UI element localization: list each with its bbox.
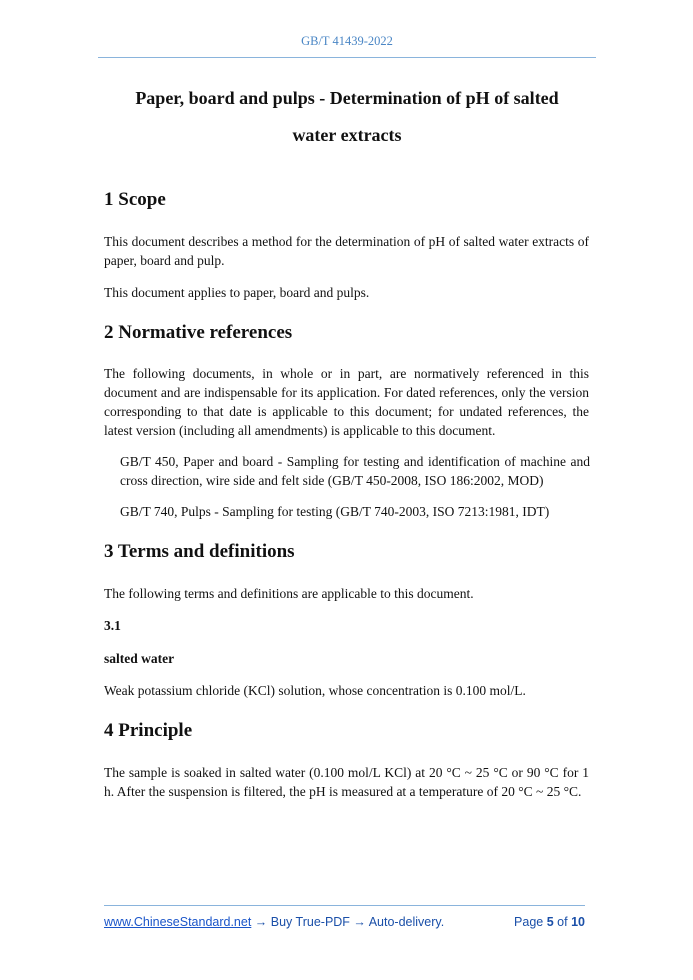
- title-line-2: water extracts: [292, 125, 402, 145]
- scope-paragraph-1: This document describes a method for the determination of pH of salted water extracts of paper, board and pulp.: [104, 234, 589, 268]
- reference-gbt-450: GB/T 450, Paper and board - Sampling for testing and identification of machine and cross direction, wire side and felt side (GB/T 450-2008, ISO 186:2002, MOD): [120, 454, 590, 488]
- scope-paragraph-2: This document applies to paper, board and pulps.: [104, 285, 370, 300]
- website-link[interactable]: www.ChineseStandard.net: [104, 915, 252, 929]
- principle-paragraph: The sample is soaked in salted water (0.100 mol/L KCl) at 20 °C ~ 25 °C or 90 °C for 1 h. After the suspension is filtered, the pH is measured at a temperature of 20 °C ~ 25 °C.: [104, 765, 589, 799]
- scope-heading: 1 Scope: [104, 189, 166, 210]
- principle-heading: 4 Principle: [104, 720, 193, 741]
- page-indicator: [514, 915, 585, 929]
- terms-definitions-heading: 3 Terms and definitions: [104, 541, 295, 562]
- page-label: Page: [514, 915, 544, 929]
- standard-code-header: GB/T 41439-2022: [301, 34, 393, 48]
- normative-references-heading: 2 Normative references: [104, 322, 293, 343]
- purchase-promo-text: → Buy True-PDF → Auto-delivery.: [251, 915, 445, 929]
- total-page-count: 10: [571, 915, 585, 929]
- term-name: salted water: [104, 651, 175, 666]
- term-definition: Weak potassium chloride (KCl) solution, whose concentration is 0.100 mol/L.: [104, 683, 526, 698]
- header-divider: [98, 57, 596, 58]
- current-page-number: 5: [546, 915, 554, 929]
- footer-divider: [104, 905, 585, 906]
- reference-gbt-740: GB/T 740, Pulps - Sampling for testing (GB/T 740-2003, ISO 7213:1981, IDT): [120, 504, 550, 519]
- document-title: [104, 80, 590, 154]
- term-number: 3.1: [104, 618, 121, 633]
- terms-intro-paragraph: The following terms and definitions are applicable to this document.: [104, 586, 474, 601]
- title-line-1: Paper, board and pulps - Determination of pH of salted: [135, 88, 559, 108]
- page-of-label: of: [557, 915, 568, 929]
- normative-references-paragraph: The following documents, in whole or in part, are normatively referenced in this document and are indispensable for its application. For dated references, only the version corresponding to that date is applicable to this document; for undated references, the latest version (including all amendments) is applicable to this document.: [104, 366, 589, 438]
